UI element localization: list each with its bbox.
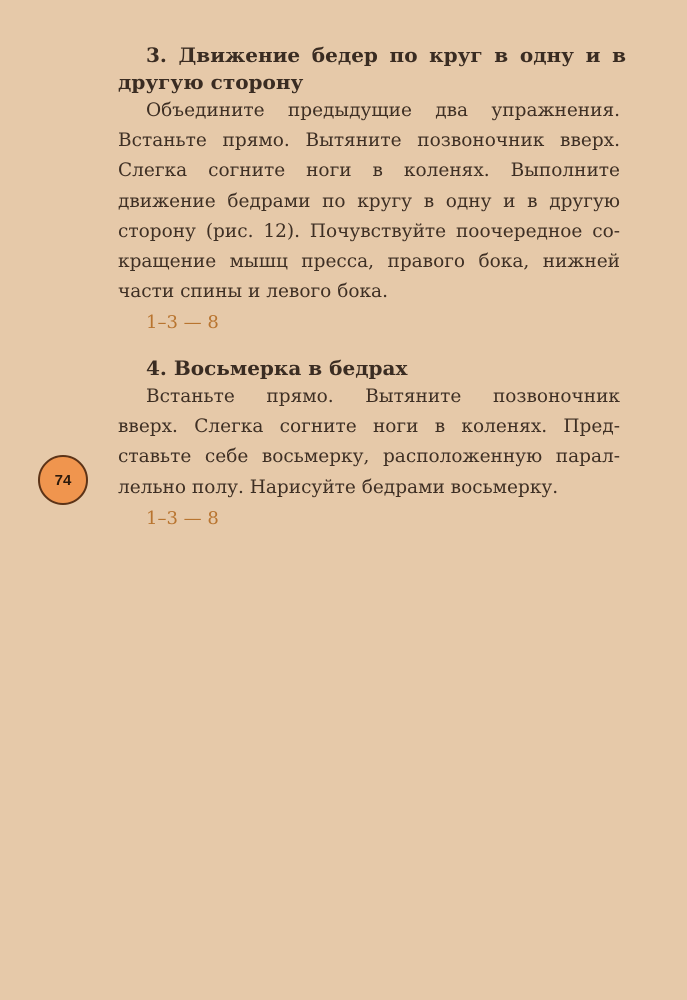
exercise-4-reps: 1–3 — 8 <box>146 507 219 529</box>
exercise-3-line: Слегка согните ноги в коленях. Выполните <box>118 160 620 182</box>
exercise-4-line: лельно полу. Нарисуйте бедрами восьмерку. <box>118 476 559 498</box>
exercise-3-line: кращение мышц пресса, правого бока, нижней <box>118 251 620 273</box>
page-number-badge: 74 <box>38 455 88 505</box>
exercise-4-line: ставьте себе восьмерку, расположенную парал- <box>118 446 620 468</box>
exercise-3-section <box>118 42 626 339</box>
exercise-3-reps: 1–3 — 8 <box>146 312 219 334</box>
exercise-3-line: движение бедрами по кругу в одну и в другую <box>118 190 620 212</box>
exercise-3-line: сторону (рис. 12). Почувствуйте поочередное со- <box>118 220 620 242</box>
exercise-4-line: вверх. Слегка согните ноги в коленях. Пред- <box>118 416 620 438</box>
exercise-4-line: Встаньте прямо. Вытяните позвоночник <box>146 386 620 407</box>
exercise-3-title-line-1: 3. Движение бедер по круг в одну и в <box>146 43 626 67</box>
exercise-3-line: Объедините предыдущие два упражнения. <box>146 100 620 121</box>
exercise-4-body <box>118 382 626 503</box>
exercise-3-line: части спины и левого бока. <box>118 281 388 303</box>
exercise-3-body <box>118 96 626 307</box>
exercise-4-section <box>118 355 626 535</box>
exercise-3-title-line-2: другую сторону <box>118 70 304 94</box>
exercise-3-title <box>118 42 626 96</box>
exercise-3-line: Встаньте прямо. Вытяните позвоночник вверх. <box>118 130 620 152</box>
exercise-4-title: 4. Восьмерка в бедрах <box>146 356 408 380</box>
